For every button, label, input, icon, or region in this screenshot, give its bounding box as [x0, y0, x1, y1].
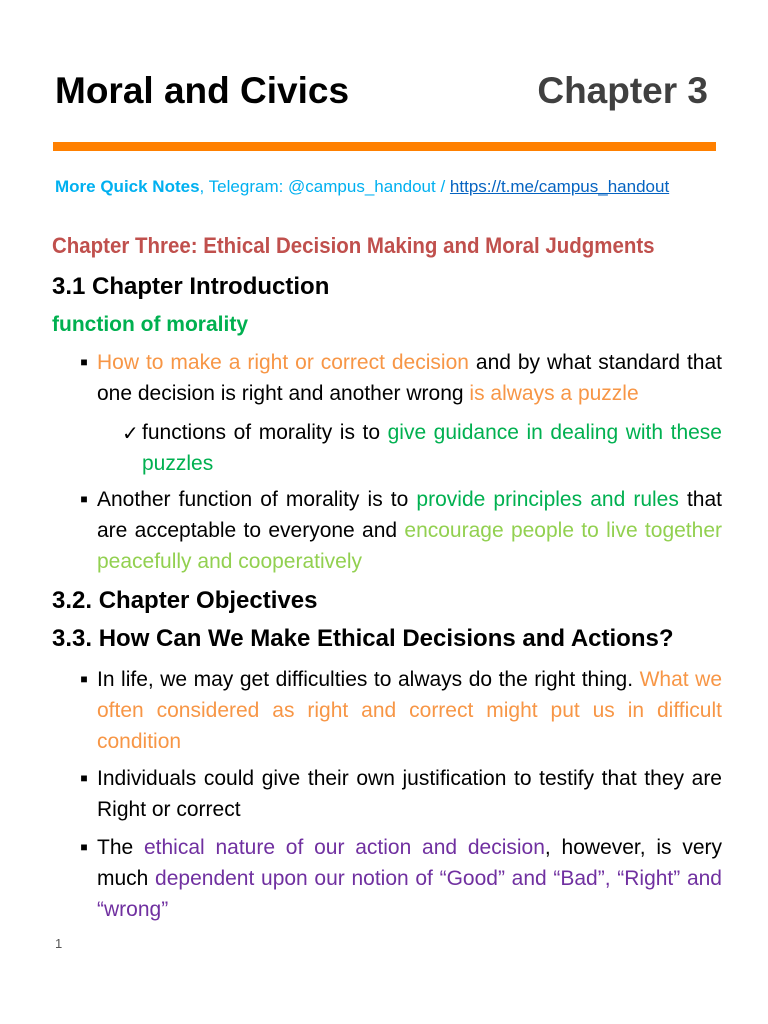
body-text: Individuals could give their own justification to testify that they are Right or correct: [97, 767, 722, 821]
section-3-2-heading: 3.2. Chapter Objectives: [52, 587, 318, 614]
section-3-3-heading: 3.3. How Can We Make Ethical Decisions and Actions?: [52, 625, 674, 652]
telegram-link[interactable]: https://t.me/campus_handout: [449, 177, 670, 196]
body-text: functions of morality is to: [142, 421, 388, 444]
section-3-1-heading: 3.1 Chapter Introduction: [52, 273, 330, 300]
page-number: 1: [55, 936, 63, 951]
highlight-text: How to make a right or correct decision: [97, 351, 469, 374]
body-text: and by what standard that one decision is right and another wrong: [97, 351, 722, 405]
sub-bullet-guidance: [142, 417, 722, 479]
body-text: The: [97, 836, 144, 859]
highlight-text: encourage people to live together peacefully and cooperatively: [97, 519, 722, 573]
square-bullet-icon: ■: [80, 355, 88, 369]
highlight-text: is always a puzzle: [469, 382, 639, 405]
body-text: Another function of morality is to: [97, 488, 417, 511]
square-bullet-icon: ■: [80, 492, 88, 506]
bullet-difficulties: [97, 664, 722, 757]
check-icon: ✓: [122, 423, 139, 445]
highlight-text: give guidance in dealing with these puzzles: [142, 421, 722, 475]
body-text: that are acceptable to everyone and: [97, 488, 723, 542]
chapter-label: Chapter 3: [537, 70, 708, 111]
bullet-ethical-nature: [97, 832, 722, 925]
square-bullet-icon: ■: [80, 672, 88, 686]
bullet-principles-rules: [97, 484, 722, 577]
square-bullet-icon: ■: [80, 840, 88, 854]
subheading-function-of-morality: function of morality: [52, 313, 248, 336]
square-bullet-icon: ■: [80, 771, 88, 785]
document-title: Moral and Civics: [55, 70, 350, 111]
quick-notes-label: More Quick Notes: [55, 177, 200, 196]
chapter-heading: Chapter Three: Ethical Decision Making and Moral Judgments: [52, 233, 655, 258]
bullet-justification: [97, 763, 722, 825]
quick-notes-line: [55, 177, 669, 197]
body-text: In life, we may get difficulties to always do the right thing.: [97, 668, 640, 691]
highlight-text: ethical nature of our action and decision: [143, 836, 545, 859]
header-rule: [53, 142, 716, 151]
bullet-right-decision: [97, 347, 722, 409]
highlight-text: What we often considered as right and correct might put us in difficult condition: [97, 668, 723, 753]
body-text: , however, is very much: [97, 836, 722, 890]
telegram-handle: , Telegram: @campus_handout /: [199, 177, 450, 196]
highlight-text: provide principles and rules: [416, 488, 679, 511]
highlight-text: dependent upon our notion of “Good” and “Bad”, “Right” and “wrong”: [97, 867, 722, 921]
